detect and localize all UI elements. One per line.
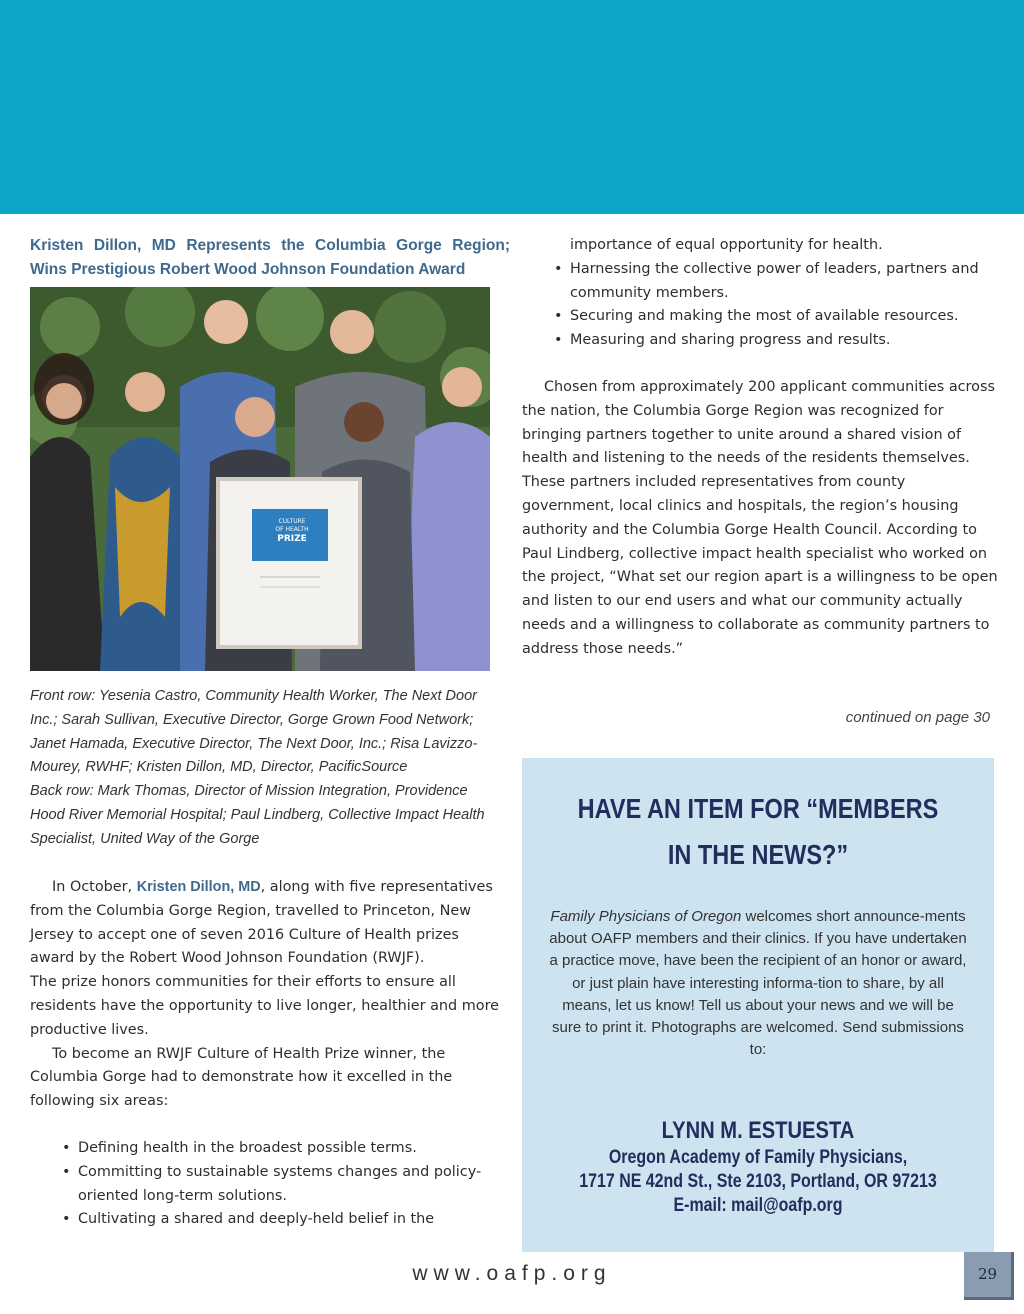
list-item: • Securing and making the most of available resources. bbox=[552, 305, 1002, 329]
paragraph-1-start: In October, bbox=[52, 879, 137, 895]
areas-list-part-1 bbox=[60, 1137, 500, 1232]
plaque-line-3: PRIZE bbox=[277, 534, 307, 544]
plaque-line-2: OF HEALTH bbox=[275, 526, 309, 533]
list-item: • Defining health in the broadest possible terms. bbox=[60, 1137, 500, 1161]
headline-line-1: Kristen Dillon, MD Represents the Columbia Gorge Region; bbox=[30, 237, 510, 254]
callout-body-text: welcomes short announce-ments about OAFP members and their clinics. If you have undertaken a practice move, have been the recipient of an honor or award, or just plain have interesting informa-tion to share, by all means, let us know! Tell us about your news and we will be sure to print it. Photographs are welcomed. Send submissions to: bbox=[549, 908, 967, 1059]
list-item: • Harnessing the collective power of leaders, partners and community members. bbox=[552, 258, 1002, 306]
contact-email[interactable]: E-mail: mail@oafp.org bbox=[673, 1195, 843, 1216]
list-item: • Cultivating a shared and deeply-held belief in the bbox=[60, 1208, 500, 1232]
paragraph-3: To become an RWJF Culture of Health Prize winner, the Columbia Gorge had to demonstrate how it excelled in the following six areas: bbox=[30, 1045, 453, 1110]
page-number: 29 bbox=[964, 1252, 1014, 1300]
continued-note: continued on page 30 bbox=[845, 709, 990, 726]
kristen-dillon-link[interactable]: Kristen Dillon, MD bbox=[136, 879, 261, 895]
paragraph-1-rest: , along with five representatives from the Columbia Gorge Region, travelled to Princeton, New Jersey to accept one of seven 2016 Culture of Health prizes award by the Robert Wood Johnson Foundation (RWJF). bbox=[30, 879, 493, 967]
publication-name: Family Physicians of Oregon bbox=[550, 908, 742, 925]
contact-block bbox=[560, 1116, 956, 1218]
areas-list-part-2 bbox=[552, 234, 1002, 353]
paragraph-2: The prize honors communities for their efforts to ensure all residents have the opportunity to live longer, healthier and more productive lives. bbox=[30, 974, 500, 1038]
callout-title-line-1: HAVE AN ITEM FOR “MEMBERS bbox=[577, 793, 939, 824]
article-headline bbox=[30, 234, 510, 282]
callout-title bbox=[560, 786, 956, 878]
list-continuation: importance of equal opportunity for health. bbox=[570, 237, 883, 253]
caption-front-row: Front row: Yesenia Castro, Community Health Worker, The Next Door Inc.; Sarah Sullivan, Executive Director, Gorge Grown Food Network; Janet Hamada, Executive Director, The Next Door, Inc.; Risa Lavizzo-Mourey, RWHF; Kristen Dillon, MD, Director, PacificSource bbox=[30, 688, 478, 776]
plaque-line-1: CULTURE bbox=[278, 518, 306, 525]
contact-address: 1717 NE 42nd St., Ste 2103, Portland, OR 97213 bbox=[579, 1171, 937, 1192]
left-column-body bbox=[30, 876, 505, 1114]
paragraph-1 bbox=[30, 876, 505, 971]
members-in-the-news-callout bbox=[522, 758, 994, 1252]
callout-title-line-2: IN THE NEWS?” bbox=[667, 839, 849, 870]
caption-back-row: Back row: Mark Thomas, Director of Mission Integration, Providence Hood River Memorial Hospital; Paul Lindberg, Collective Impact Health Specialist, United Way of the Gorge bbox=[30, 783, 485, 847]
headline-line-2: Wins Prestigious Robert Wood Johnson Foundation Award bbox=[30, 261, 466, 278]
list-item: • Measuring and sharing progress and results. bbox=[552, 329, 1002, 353]
group-photo bbox=[30, 287, 490, 671]
header-banner bbox=[0, 0, 1024, 214]
callout-body bbox=[546, 906, 970, 1061]
list-item: • Committing to sustainable systems changes and policy-oriented long-term solutions. bbox=[60, 1161, 500, 1209]
contact-name: LYNN M. ESTUESTA bbox=[661, 1117, 855, 1144]
contact-org: Oregon Academy of Family Physicians, bbox=[608, 1147, 908, 1168]
footer-website[interactable]: www.oafp.org bbox=[412, 1262, 612, 1285]
right-column-paragraph: Chosen from approximately 200 applicant communities across the nation, the Columbia Gorge Region was recognized for bringing partners together to unite around a shared vision of health and listening to the needs of the residents themselves. These partners included representatives from county government, local clinics and hospitals, the region’s housing authority and the Columbia Gorge Health Council. According to Paul Lindberg, collective impact health specialist who worked on the project, “What set our region apart is a willingness to be open and listen to our end users and what our community actually needs and a willingness to collaborate as community partners to address those needs.” bbox=[522, 379, 998, 657]
photo-caption bbox=[30, 685, 500, 852]
